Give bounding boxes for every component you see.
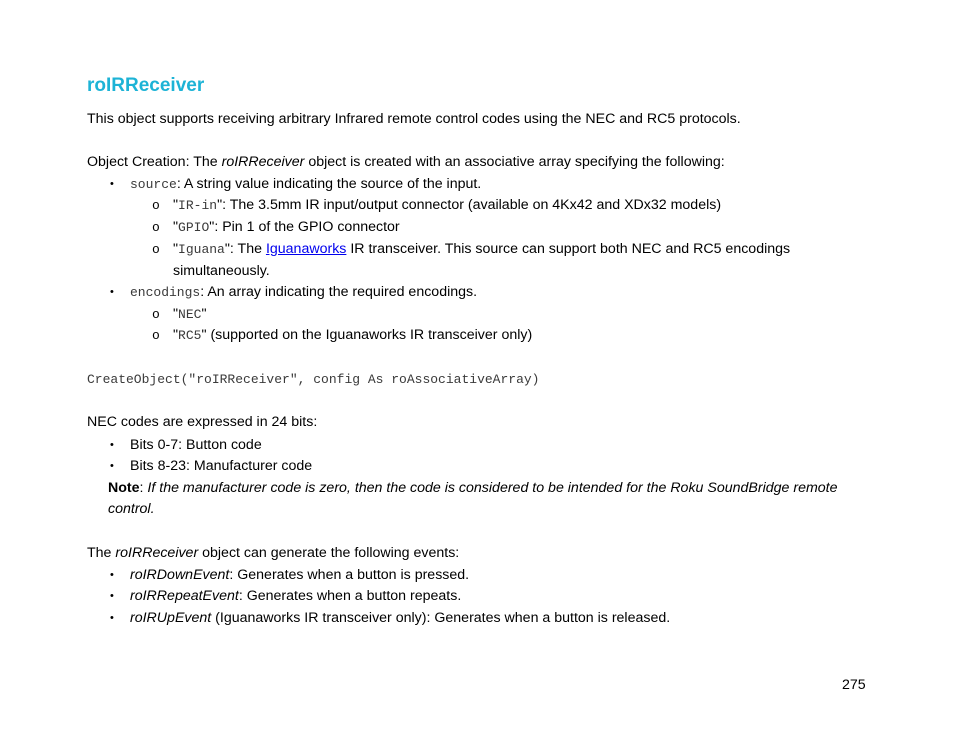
quote-close: ": [201, 306, 207, 322]
source-option-iguana: [173, 241, 790, 257]
note-line-2: control.: [108, 501, 155, 517]
note-label: Note: [108, 480, 140, 496]
quote-close: ": [201, 327, 207, 343]
note-line-1: [108, 480, 838, 496]
event-text: : Generates when a button repeats.: [238, 588, 462, 604]
bullet-icon: •: [110, 286, 114, 298]
option-text: : The: [229, 241, 266, 257]
bullet-icon: •: [110, 590, 114, 602]
source-option-ir-in: [173, 197, 721, 213]
source-text: : A string value indicating the source of the input.: [176, 176, 482, 192]
quote-open: ": [173, 306, 179, 322]
creation-object-name: roIRReceiver: [221, 154, 305, 170]
sub-bullet-icon: o: [152, 220, 160, 235]
quote-close: ": [217, 197, 223, 213]
iguanaworks-link[interactable]: Iguanaworks: [265, 241, 347, 257]
page-title: roIRReceiver: [87, 75, 205, 96]
sub-bullet-icon: o: [152, 307, 160, 322]
nec-bit-item: Bits 0-7: Button code: [130, 437, 262, 453]
option-code: NEC: [178, 307, 202, 322]
source-option-iguana-continuation: simultaneously.: [173, 263, 270, 279]
bullet-icon: •: [110, 612, 114, 624]
event-text: : Generates when a button is pressed.: [229, 567, 470, 583]
events-object-name: roIRReceiver: [115, 545, 199, 561]
quote-open: ": [173, 327, 179, 343]
quote-open: ": [173, 219, 179, 235]
bullet-icon: •: [110, 178, 114, 190]
encodings-item: [130, 284, 477, 300]
event-name: roIRRepeatEvent: [130, 588, 239, 604]
option-code: RC5: [178, 328, 202, 343]
encodings-code: encodings: [130, 285, 201, 300]
bullet-icon: •: [110, 460, 114, 472]
sub-bullet-icon: o: [152, 242, 160, 257]
event-name: roIRDownEvent: [130, 567, 230, 583]
events-suffix: object can generate the following events:: [198, 545, 460, 561]
option-text: (supported on the Iguanaworks IR transceiver only): [206, 327, 533, 343]
creation-prefix: Object Creation: The: [87, 154, 222, 170]
page-number: 275: [842, 677, 866, 693]
encoding-option-rc5: [173, 327, 532, 343]
sub-bullet-icon: o: [152, 328, 160, 343]
event-item-up: [130, 610, 670, 626]
quote-open: ": [173, 197, 179, 213]
bullet-icon: •: [110, 439, 114, 451]
event-text: (Iguanaworks IR transceiver only): Generates when a button is released.: [211, 610, 671, 626]
nec-intro: NEC codes are expressed in 24 bits:: [87, 414, 318, 430]
object-creation-paragraph: [87, 154, 725, 170]
events-prefix: The: [87, 545, 116, 561]
source-option-gpio: [173, 219, 400, 235]
event-item-repeat: [130, 588, 461, 604]
option-text: : The 3.5mm IR input/output connector (available on 4Kx42 and XDx32 models): [222, 197, 722, 213]
option-text: : Pin 1 of the GPIO connector: [214, 219, 400, 235]
nec-bit-item: Bits 8-23: Manufacturer code: [130, 458, 313, 474]
event-item-down: [130, 567, 469, 583]
encodings-text: : An array indicating the required encodings.: [200, 284, 478, 300]
events-intro: [87, 545, 459, 561]
option-code: GPIO: [178, 220, 210, 235]
source-code: source: [130, 177, 177, 192]
intro-paragraph: This object supports receiving arbitrary Infrared remote control codes using the NEC and RC5 protocols.: [87, 111, 741, 127]
encoding-option-nec: [173, 306, 207, 322]
quote-open: ": [173, 241, 179, 257]
option-code: IR-in: [178, 198, 218, 213]
quote-close: ": [209, 219, 215, 235]
source-item: [130, 176, 481, 192]
creation-suffix: object is created with an associative array specifying the following:: [304, 154, 725, 170]
option-code: Iguana: [178, 242, 225, 257]
option-text-after-link: IR transceiver. This source can support both NEC and RC5 encodings: [346, 241, 791, 257]
code-sample: CreateObject("roIRReceiver", config As roAssociativeArray): [87, 372, 540, 387]
event-name: roIRUpEvent: [130, 610, 212, 626]
bullet-icon: •: [110, 569, 114, 581]
quote-close: ": [224, 241, 230, 257]
note-text: If the manufacturer code is zero, then the code is considered to be intended for the Roku SoundBridge remote: [147, 480, 838, 496]
sub-bullet-icon: o: [152, 198, 160, 213]
note-colon: :: [139, 480, 148, 496]
